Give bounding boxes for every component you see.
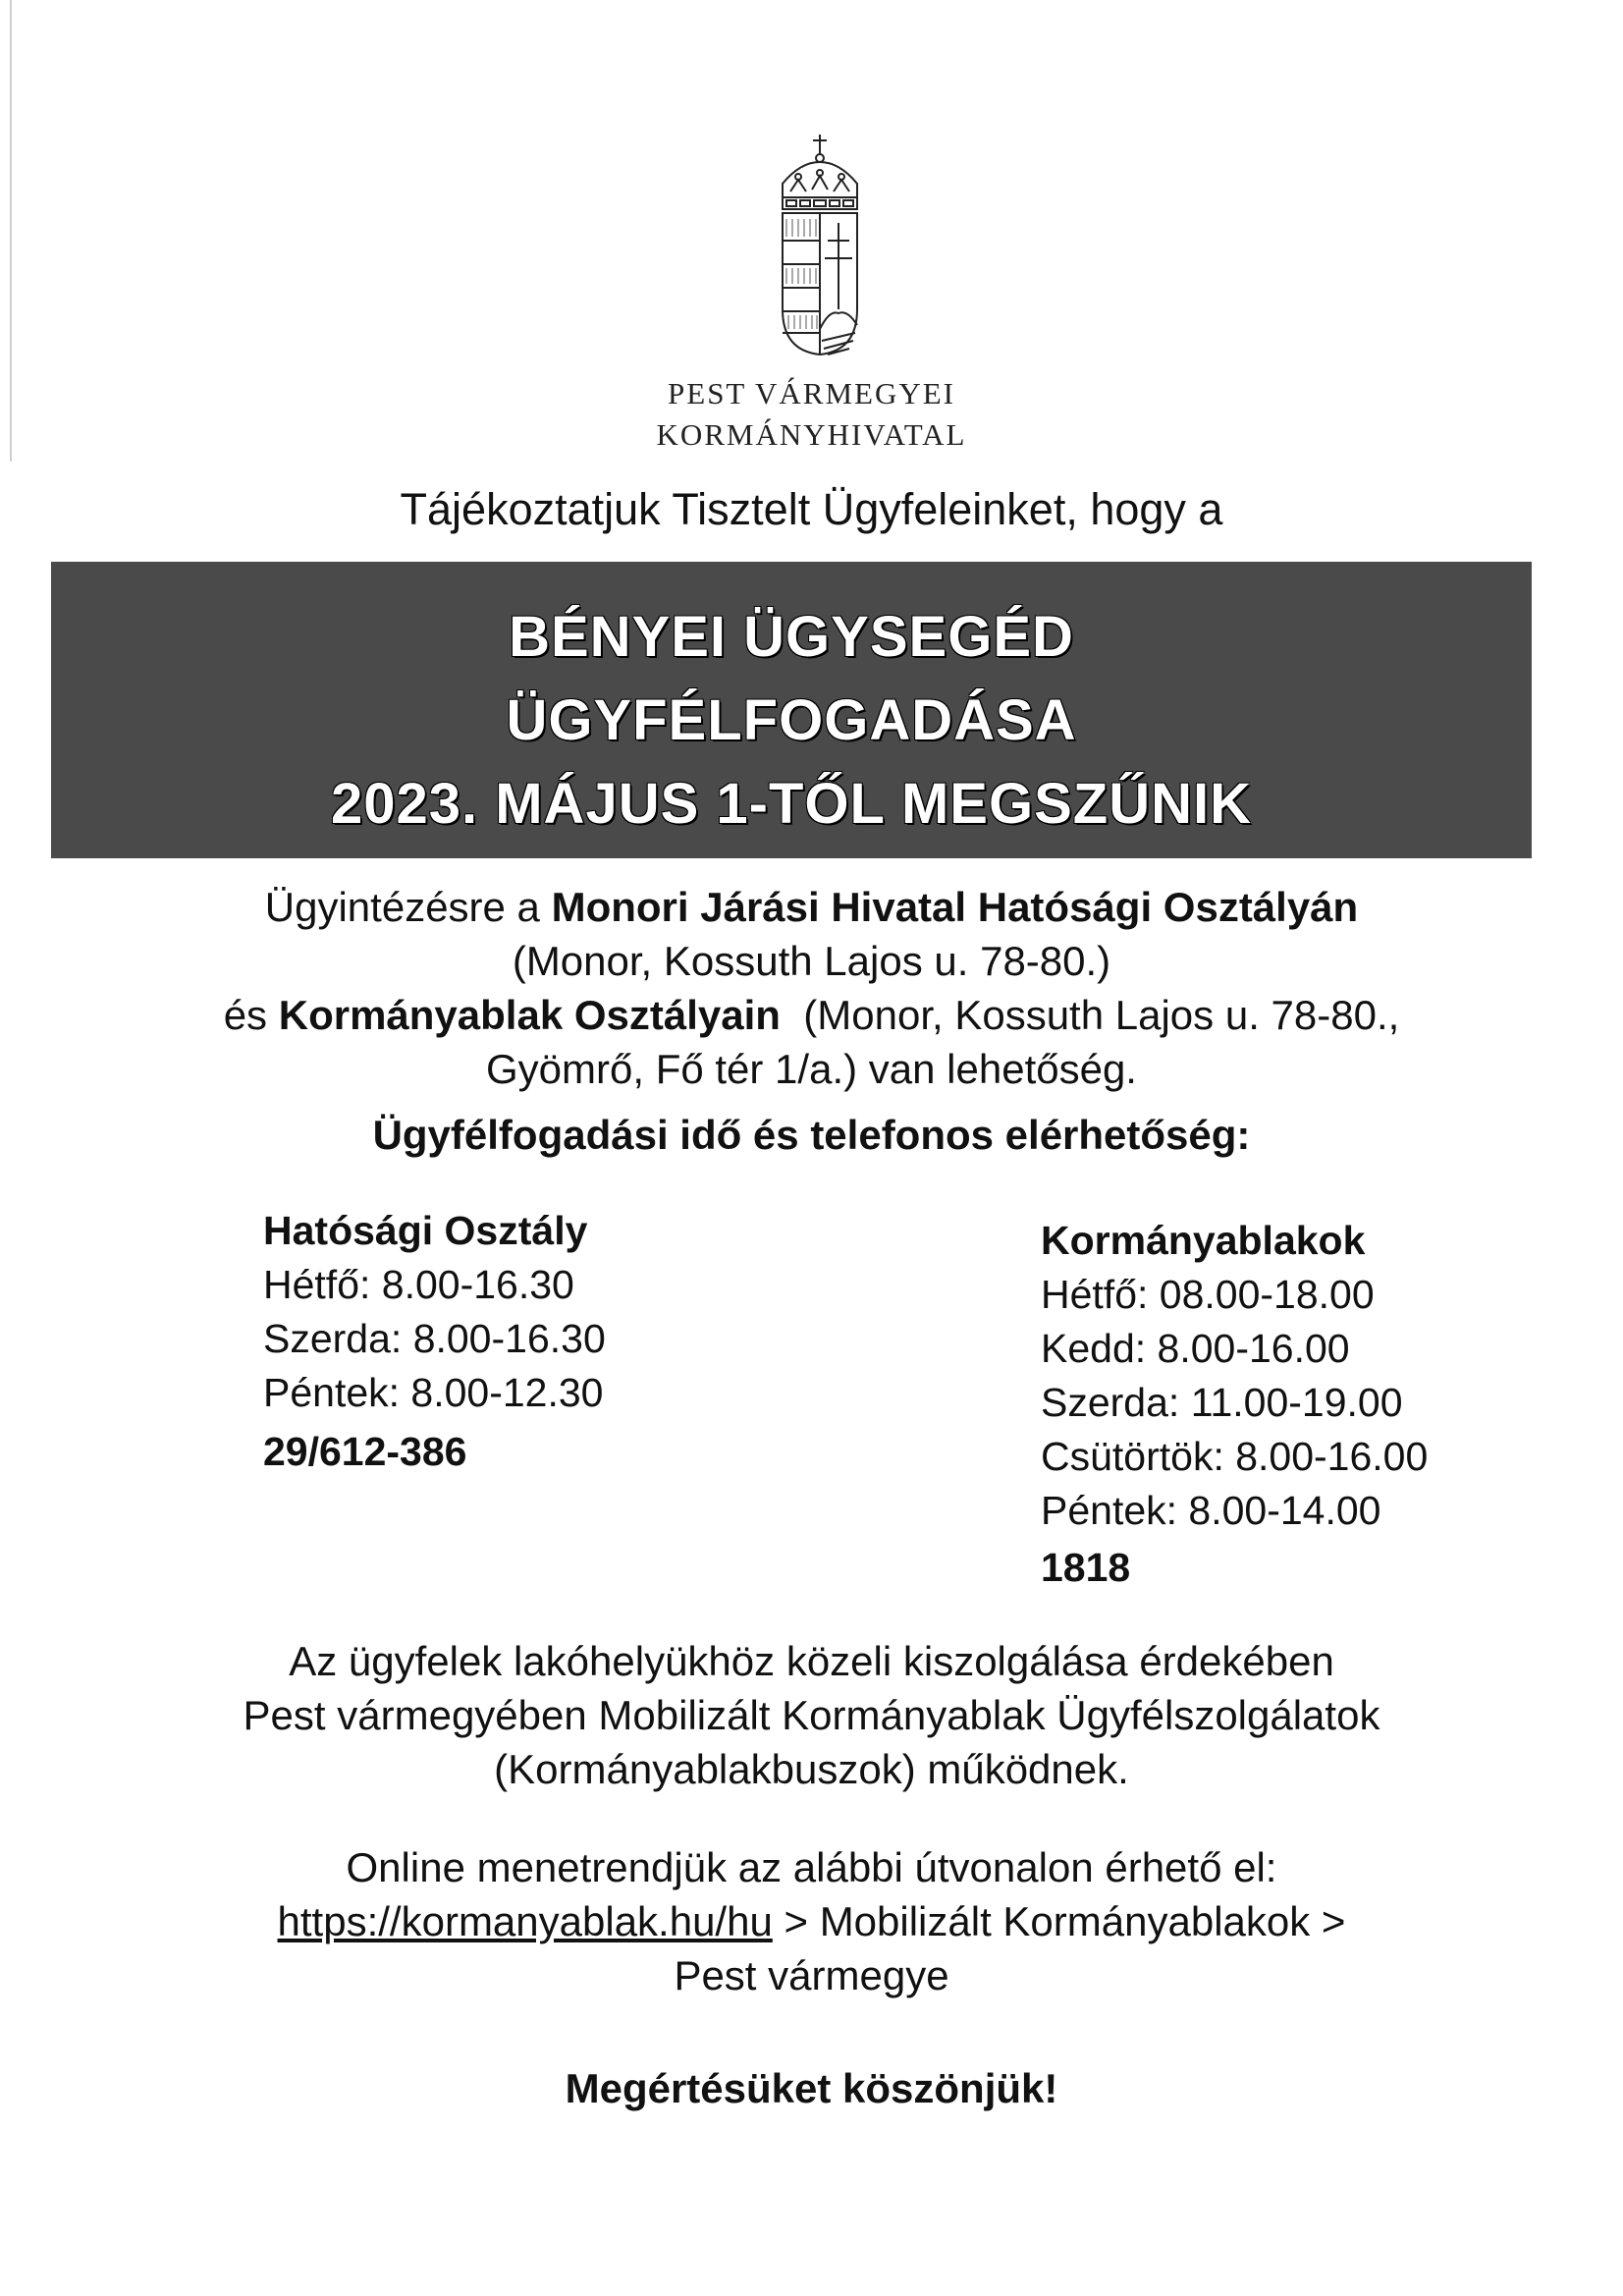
mobile-line-2: Pest vármegyében Mobilizált Kormányablak Ügyfélszolgálatok xyxy=(243,1692,1380,1738)
online-line-2-text: > Mobilizált Kormányablakok > xyxy=(772,1898,1346,1944)
info-line-3-bold: Kormányablak Osztályain xyxy=(278,992,781,1038)
banner-line-2: ÜGYFÉLFOGADÁSA xyxy=(506,688,1077,752)
online-line-1: Online menetrendjük az alábbi útvonalon érhető el: xyxy=(346,1844,1277,1890)
banner-line-1: BÉNYEI ÜGYSEGÉD xyxy=(509,605,1074,669)
mobile-line-1: Az ügyfelek lakóhelyükhöz közeli kiszolgálása érdekében xyxy=(289,1638,1334,1684)
government-windows-hours-row: Kedd: 8.00-16.00 xyxy=(1041,1326,1350,1371)
intro-text: Tájékoztatjuk Tisztelt Ügyfeleinket, hogy a xyxy=(400,484,1223,534)
authority-phone: 29/612-386 xyxy=(263,1429,467,1474)
government-windows-title: Kormányablakok xyxy=(1041,1218,1366,1263)
info-line-3-text: és xyxy=(223,992,279,1038)
closing-text: Megértésüket köszönjük! xyxy=(565,2065,1058,2111)
org-name-line1: PEST VÁRMEGYEI xyxy=(668,376,955,410)
info-line-2: (Monor, Kossuth Lajos u. 78-80.) xyxy=(512,938,1111,984)
authority-hours-row: Péntek: 8.00-12.30 xyxy=(263,1370,604,1415)
government-windows-hours-row: Hétfő: 08.00-18.00 xyxy=(1041,1272,1375,1317)
hours-heading: Ügyfélfogadási idő és telefonos elérhetőség: xyxy=(372,1112,1251,1158)
government-windows-phone: 1818 xyxy=(1041,1545,1131,1590)
online-line-3: Pest vármegye xyxy=(674,1952,949,1998)
authority-hours-row: Szerda: 8.00-16.30 xyxy=(263,1316,606,1361)
government-windows-hours-row: Péntek: 8.00-14.00 xyxy=(1041,1488,1381,1533)
info-line-4: Gyömrő, Fő tér 1/a.) van lehetőség. xyxy=(486,1046,1137,1092)
mobile-line-3: (Kormányablakbuszok) működnek. xyxy=(494,1746,1129,1792)
info-line-3-post: (Monor, Kossuth Lajos u. 78-80., xyxy=(780,992,1400,1038)
kormanyablak-link[interactable]: https://kormanyablak.hu/hu xyxy=(277,1898,773,1944)
info-line-3 xyxy=(0,992,1623,1039)
info-line-1-text: Ügyintézésre a xyxy=(264,884,552,930)
government-windows-hours-row: Csütörtök: 8.00-16.00 xyxy=(1041,1434,1429,1479)
banner-line-3: 2023. MÁJUS 1-TŐL MEGSZŰNIK xyxy=(330,772,1252,836)
info-line-1-bold: Monori Járási Hivatal Hatósági Osztályán xyxy=(551,884,1359,930)
info-line-1 xyxy=(0,884,1623,931)
authority-dept-title: Hatósági Osztály xyxy=(263,1208,588,1253)
online-line-2 xyxy=(0,1898,1623,1945)
announcement-banner xyxy=(51,562,1532,858)
org-name-line2: KORMÁNYHIVATAL xyxy=(656,417,967,452)
government-windows-hours-row: Szerda: 11.00-19.00 xyxy=(1041,1380,1403,1425)
coat-of-arms-icon xyxy=(771,133,869,358)
authority-hours-row: Hétfő: 8.00-16.30 xyxy=(263,1262,574,1307)
